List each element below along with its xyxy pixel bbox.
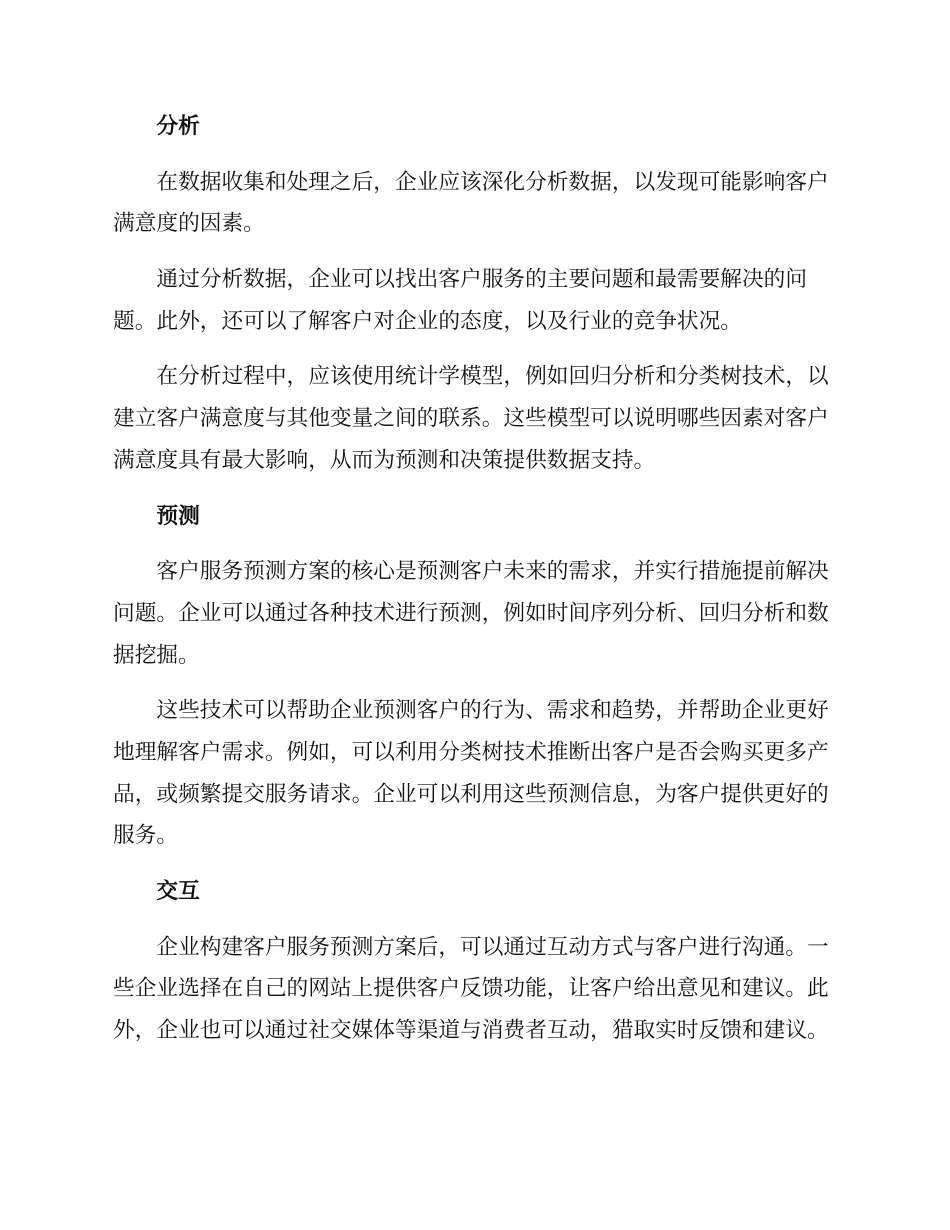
paragraph-line: 满意度的因素。 [113,211,265,237]
paragraph-line: 据挖掘。 [113,642,200,668]
paragraph [113,690,837,857]
paragraph-line: 服务。 [113,823,179,849]
paragraph-line: 建立客户满意度与其他变量之间的联系。这些模型可以说明哪些因素对客户 [113,406,829,432]
paragraph-line: 问题。企业可以通过各种技术进行预测，例如时间序列分析、回归分析和数 [113,600,829,626]
paragraph-line: 地理解客户需求。例如，可以利用分类树技术推断出客户是否会购买更多产 [113,739,829,765]
section-heading-interaction: 交互 [156,879,200,904]
paragraph-line: 外，企业也可以通过社交媒体等渠道与消费者互动，猎取实时反馈和建议。 [113,1018,829,1044]
paragraph-line: 通过分析数据，企业可以找出客户服务的主要问题和最需要解决的问 [156,267,808,293]
paragraph-line: 题。此外，还可以了解客户对企业的态度，以及行业的竞争状况。 [113,308,742,334]
paragraph [113,551,837,676]
paragraph [113,162,837,245]
paragraph [113,927,837,1052]
section-heading-analysis: 分析 [156,114,200,139]
document-page [113,106,837,1066]
paragraph-line: 这些技术可以帮助企业预测客户的行为、需求和趋势，并帮助企业更好 [156,698,829,724]
paragraph-line: 客户服务预测方案的核心是预测客户未来的需求，并实行措施提前解决 [156,559,829,585]
paragraph [113,356,837,481]
paragraph-line: 在数据收集和处理之后，企业应该深化分析数据，以发现可能影响客户 [156,169,829,195]
paragraph-line: 在分析过程中，应该使用统计学模型，例如回归分析和分类树技术，以 [156,364,829,390]
section-heading-prediction: 预测 [156,503,200,529]
paragraph-line: 企业构建客户服务预测方案后，可以通过互动方式与客户进行沟通。一 [156,934,829,960]
paragraph [113,259,837,342]
paragraph-line: 些企业选择在自己的网站上提供客户反馈功能，让客户给出意见和建议。此 [113,976,829,1002]
paragraph-line: 满意度具有最大影响，从而为预测和决策提供数据支持。 [113,447,656,473]
paragraph-line: 品，或频繁提交服务请求。企业可以利用这些预测信息，为客户提供更好的 [113,781,829,807]
